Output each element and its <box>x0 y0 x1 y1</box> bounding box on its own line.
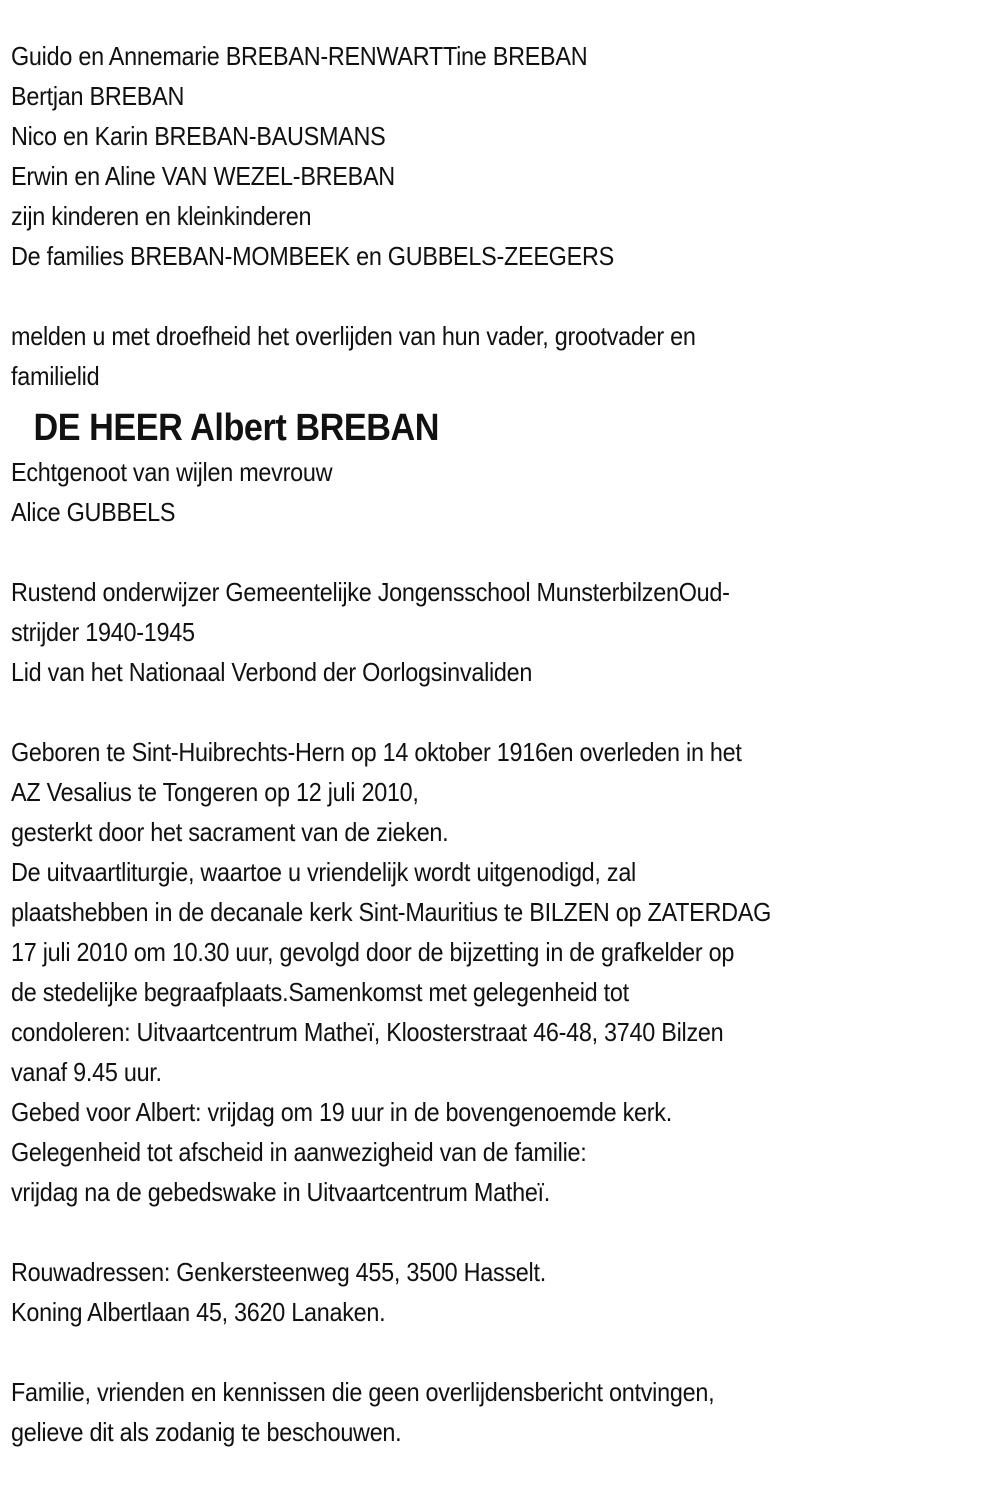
family-line: zijn kinderen en kleinkinderen <box>11 201 312 231</box>
details-line: AZ Vesalius te Tongeren op 12 juli 2010, <box>11 777 419 807</box>
spouse-line: Alice GUBBELS <box>11 497 176 527</box>
family-line: Bertjan BREBAN <box>11 81 185 111</box>
details-line: Geboren te Sint-Huibrechts-Hern op 14 oktober 1916en overleden in het <box>11 737 742 767</box>
spacer <box>11 276 989 316</box>
details-line: Gelegenheid tot afscheid in aanwezigheid van de familie: <box>11 1137 587 1167</box>
address-line: Koning Albertlaan 45, 3620 Lanaken. <box>11 1297 386 1327</box>
family-line: Erwin en Aline VAN WEZEL-BREBAN <box>11 161 395 191</box>
career-section <box>11 572 989 692</box>
details-line: De uitvaartliturgie, waartoe u vriendelijk wordt uitgenodigd, zal <box>11 857 636 887</box>
details-line: condoleren: Uitvaartcentrum Matheï, Kloosterstraat 46-48, 3740 Bilzen <box>11 1017 724 1047</box>
spacer <box>11 1212 989 1252</box>
addresses-section <box>11 1252 989 1332</box>
family-section <box>11 36 989 276</box>
spouse-line: Echtgenoot van wijlen mevrouw <box>11 457 333 487</box>
career-line: Lid van het Nationaal Verbond der Oorlogsinvaliden <box>11 657 533 687</box>
details-line: 17 juli 2010 om 10.30 uur, gevolgd door de bijzetting in de grafkelder op <box>11 937 735 967</box>
details-line: de stedelijke begraafplaats.Samenkomst met gelegenheid tot <box>11 977 629 1007</box>
family-line: Nico en Karin BREBAN-BAUSMANS <box>11 121 386 151</box>
address-line: Rouwadressen: Genkersteenweg 455, 3500 Hasselt. <box>11 1257 546 1287</box>
deceased-name-title: DE HEER Albert BREBAN <box>33 407 439 449</box>
spacer <box>11 532 989 572</box>
spouse-section <box>11 452 989 532</box>
details-line: Gebed voor Albert: vrijdag om 19 uur in de bovengenoemde kerk. <box>11 1097 672 1127</box>
family-line: Guido en Annemarie BREBAN-RENWARTTine BREBAN <box>11 41 588 71</box>
details-line: vrijdag na de gebedswake in Uitvaartcentrum Matheï. <box>11 1177 551 1207</box>
announcement-section <box>11 316 989 396</box>
career-line: Rustend onderwijzer Gemeentelijke Jongensschool MunsterbilzenOud- <box>11 577 730 607</box>
details-line: gesterkt door het sacrament van de zieken. <box>11 817 449 847</box>
closing-line: gelieve dit als zodanig te beschouwen. <box>11 1417 402 1447</box>
announcement-line: familielid <box>11 361 100 391</box>
spacer <box>11 1332 989 1372</box>
details-line: plaatshebben in de decanale kerk Sint-Mauritius te BILZEN op ZATERDAG <box>11 897 772 927</box>
spacer <box>11 692 989 732</box>
details-line: vanaf 9.45 uur. <box>11 1057 162 1087</box>
details-section <box>11 732 989 1212</box>
closing-section <box>11 1372 989 1452</box>
closing-line: Familie, vrienden en kennissen die geen overlijdensbericht ontvingen, <box>11 1377 715 1407</box>
career-line: strijder 1940-1945 <box>11 617 195 647</box>
announcement-line: melden u met droefheid het overlijden van hun vader, grootvader en <box>11 321 696 351</box>
family-line: De families BREBAN-MOMBEEK en GUBBELS-ZEEGERS <box>11 241 614 271</box>
